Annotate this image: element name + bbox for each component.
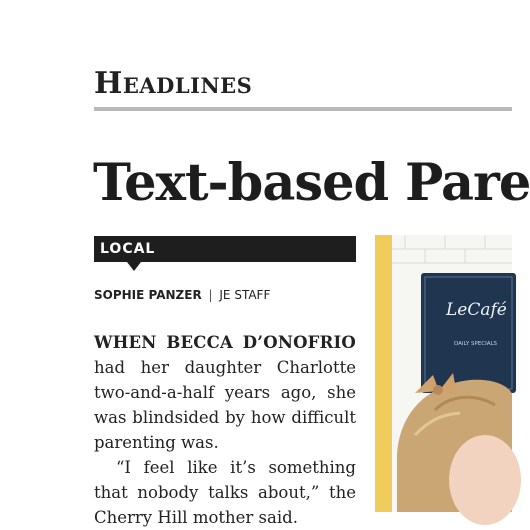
paragraph-1	[94, 330, 356, 455]
cafe-sign-text: LeCafé	[446, 300, 507, 320]
article-photo	[375, 235, 512, 512]
byline-author: SOPHIE PANZER	[94, 288, 202, 302]
category-tag	[94, 236, 356, 262]
byline	[94, 286, 270, 304]
category-tag-notch	[127, 262, 141, 271]
body-line: “I feel like it’s something	[116, 458, 356, 477]
body-line: that nobody talks about,” the	[94, 483, 356, 502]
lead-in: WHEN BECCA D’ONOFRIO	[94, 333, 356, 352]
byline-outlet: JE STAFF	[219, 288, 271, 302]
article-body	[94, 330, 356, 527]
category-label: LOCAL	[100, 241, 156, 257]
body-line: had her daughter Charlotte	[94, 358, 356, 377]
cafe-sign	[421, 273, 516, 393]
section-rule	[94, 107, 512, 111]
byline-separator: |	[208, 288, 213, 302]
body-line: was blindsided by how difficult	[94, 408, 356, 427]
section-title: Headlines	[94, 66, 253, 101]
photo-frame	[375, 235, 392, 512]
body-line: two-and-a-half years ago, she	[94, 383, 356, 402]
child-face	[449, 435, 521, 525]
photo-illustration	[375, 235, 512, 512]
body-line: parenting was.	[94, 433, 219, 452]
body-line: Cherry Hill mother said.	[94, 508, 298, 527]
paragraph-2	[94, 455, 356, 530]
article-headline: Text-based Pare	[93, 153, 530, 213]
cafe-sign-subtext: DAILY SPECIALS	[454, 341, 498, 347]
